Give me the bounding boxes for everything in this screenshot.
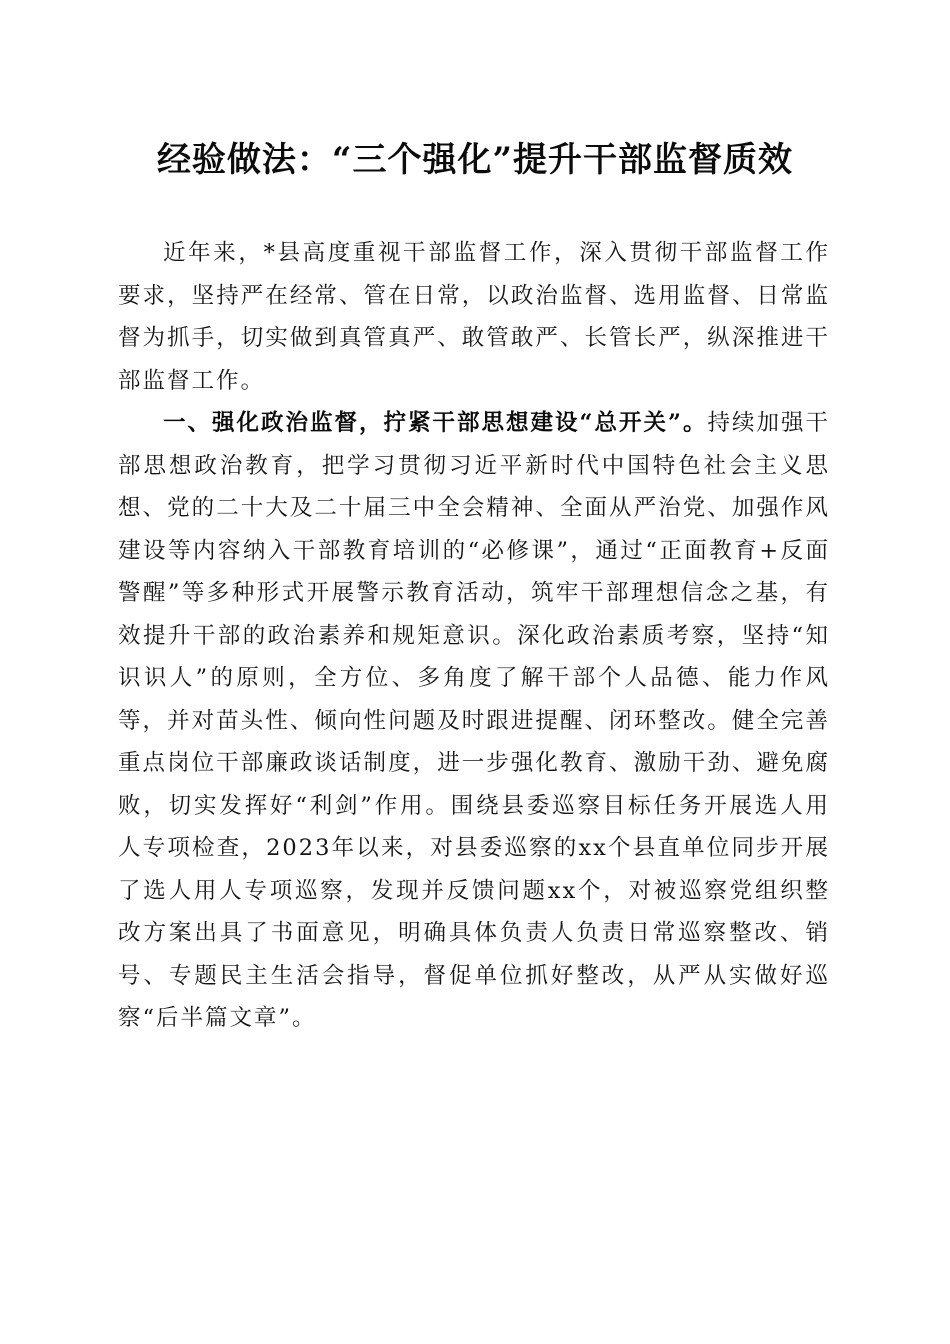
section-1-heading: 一、强化政治监督，拧紧干部思想建设“总开关”。: [163, 410, 708, 436]
section-1-paragraph: [118, 402, 830, 1040]
document-title: 经验做法：“三个强化”提升干部监督质效: [156, 140, 794, 180]
document-body: [118, 232, 830, 1040]
intro-paragraph: 近年来，*县高度重视干部监督工作，深入贯彻干部监督工作要求，坚持严在经常、管在日常，以政治监督、选用监督、日常监督为抓手，切实做到真管真严、敢管敢严、长管长严，纵深推进干部监督工作。: [118, 240, 830, 394]
section-1-body: 持续加强干部思想政治教育，把学习贯彻习近平新时代中国特色社会主义思想、党的二十大及二十届三中全会精神、全面从严治党、加强作风建设等内容纳入干部教育培训的“必修课”，通过“正面教育+反面警醒”等多种形式开展警示教育活动，筑牢干部理想信念之基，有效提升干部的政治素养和规矩意识。深化政治素质考察，坚持“知识识人”的原则，全方位、多角度了解干部个人品德、能力作风等，并对苗头性、倾向性问题及时跟进提醒、闭环整改。健全完善重点岗位干部廉政谈话制度，进一步强化教育、激励干劲、避免腐败，切实发挥好“利剑”作用。围绕县委巡察目标任务开展选人用人专项检查，2023年以来，对县委巡察的xx个县直单位同步开展了选人用人专项巡察，发现并反馈问题xx个，对被巡察党组织整改方案出具了书面意见，明确具体负责人负责日常巡察整改、销号、专题民主生活会指导，督促单位抓好整改，从严从实做好巡察“后半篇文章”。: [118, 410, 830, 1031]
